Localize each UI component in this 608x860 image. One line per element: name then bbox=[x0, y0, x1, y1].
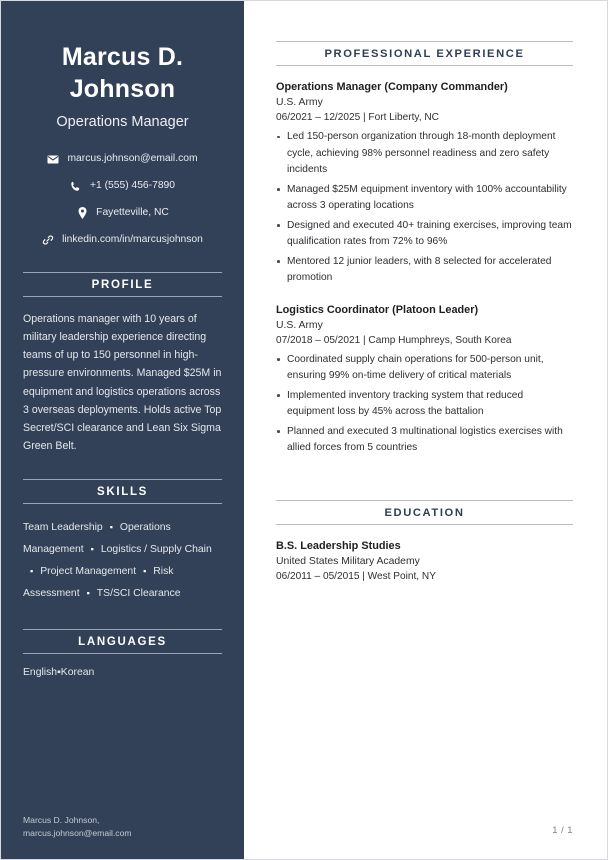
experience-bullet: Led 150-person organization through 18-month deployment cycle, achieving 98% personnel readiness and zero safety incidents bbox=[276, 129, 573, 179]
skill-item: Team Leadership bbox=[23, 522, 103, 534]
experience-bullet: Coordinated supply chain operations for 500-person unit, ensuring 99% on-time delivery of critical materials bbox=[276, 352, 573, 385]
experience-bullet-list bbox=[276, 129, 573, 287]
skill-item: Project Management bbox=[40, 566, 137, 578]
experience-dates-location: 07/2018 – 05/2021 | Camp Humphreys, South Korea bbox=[276, 334, 512, 346]
experience-list bbox=[276, 81, 573, 457]
education-degree: B.S. Leadership Studies bbox=[276, 539, 401, 552]
footer-email: marcus.johnson@email.com bbox=[23, 828, 132, 839]
bullet-separator-icon: ▪ bbox=[90, 544, 94, 555]
profile-text: Operations manager with 10 years of military leadership experience directing teams of up to 150 personnel in high-pressure environments. Managed $25M in equipment and logistics operations across 3 overseas deployments. Holds active Top Secret/SCI clearance and Lean Six Sigma Green Belt. bbox=[23, 312, 222, 453]
location-pin-icon bbox=[76, 207, 88, 220]
skill-item: Risk Assessment bbox=[23, 566, 174, 599]
page-number: 1 / 1 bbox=[552, 824, 573, 835]
experience-bullet: Planned and executed 3 multinational logistics exercises with allied forces from 5 countries bbox=[276, 424, 573, 457]
experience-bullet: Designed and executed 40+ training exercises, improving team qualification rates from 72% to 96% bbox=[276, 218, 573, 251]
education-school: United States Military Academy bbox=[276, 555, 420, 567]
language-item: English bbox=[23, 666, 58, 678]
experience-title: Logistics Coordinator (Platoon Leader) bbox=[276, 303, 479, 316]
envelope-icon bbox=[47, 153, 59, 166]
section-spacer bbox=[276, 474, 573, 500]
contact-location bbox=[23, 206, 222, 221]
experience-heading: PROFESSIONAL EXPERIENCE bbox=[276, 41, 573, 66]
experience-bullet: Managed $25M equipment inventory with 100% accountability across 3 operating locations bbox=[276, 182, 573, 215]
education-list bbox=[276, 540, 573, 582]
contact-email[interactable] bbox=[23, 152, 222, 167]
education-entry bbox=[276, 540, 573, 582]
contact-phone[interactable] bbox=[23, 179, 222, 194]
experience-dates-location: 06/2021 – 12/2025 | Fort Liberty, NC bbox=[276, 112, 439, 123]
bullet-separator-icon: ▪ bbox=[143, 565, 147, 576]
contact-list bbox=[23, 152, 222, 248]
link-icon bbox=[42, 234, 54, 247]
education-heading: EDUCATION bbox=[276, 500, 573, 525]
skill-item: Operations Management bbox=[23, 522, 171, 556]
language-item: Korean bbox=[60, 666, 95, 678]
contact-phone-text: +1 (555) 456-7890 bbox=[89, 179, 175, 191]
bullet-separator-icon: ▪ bbox=[86, 587, 90, 598]
experience-bullet: Mentored 12 junior leaders, with 8 selected for accelerated promotion bbox=[276, 254, 573, 287]
experience-organization: U.S. Army bbox=[276, 319, 323, 331]
contact-location-text: Fayetteville, NC bbox=[96, 206, 169, 218]
contact-email-text: marcus.johnson@email.com bbox=[67, 153, 198, 164]
profile-heading: PROFILE bbox=[23, 272, 222, 297]
main-content bbox=[244, 1, 607, 859]
experience-entry bbox=[276, 81, 573, 287]
contact-linkedin[interactable] bbox=[23, 233, 222, 248]
experience-bullet: Implemented inventory tracking system that reduced equipment loss by 45% across the battalion bbox=[276, 388, 573, 421]
experience-title: Operations Manager (Company Commander) bbox=[276, 81, 508, 93]
bullet-separator-icon: ▪ bbox=[109, 522, 113, 533]
skills-list bbox=[23, 517, 222, 604]
experience-entry bbox=[276, 304, 573, 457]
education-dates-location: 06/2011 – 05/2015 | West Point, NY bbox=[276, 570, 436, 582]
languages-heading: LANGUAGES bbox=[23, 629, 222, 654]
experience-bullet-list bbox=[276, 352, 573, 457]
phone-icon bbox=[70, 180, 82, 193]
candidate-name: Marcus D. Johnson bbox=[61, 43, 184, 103]
experience-organization: U.S. Army bbox=[276, 97, 323, 108]
languages-list bbox=[23, 667, 222, 678]
bullet-separator-icon: ▪ bbox=[30, 565, 34, 576]
footer-name: Marcus D. Johnson, bbox=[23, 814, 100, 825]
skill-item: TS/SCI Clearance bbox=[96, 587, 181, 599]
contact-linkedin-text: linkedin.com/in/marcusjohnson bbox=[62, 233, 203, 245]
skill-item: Logistics / Supply Chain bbox=[100, 544, 212, 556]
sidebar bbox=[1, 1, 244, 859]
skills-heading: SKILLS bbox=[23, 479, 222, 504]
candidate-role: Operations Manager bbox=[56, 114, 189, 130]
sidebar-footer bbox=[23, 814, 222, 842]
bullet-separator-icon: ▪ bbox=[57, 666, 61, 678]
